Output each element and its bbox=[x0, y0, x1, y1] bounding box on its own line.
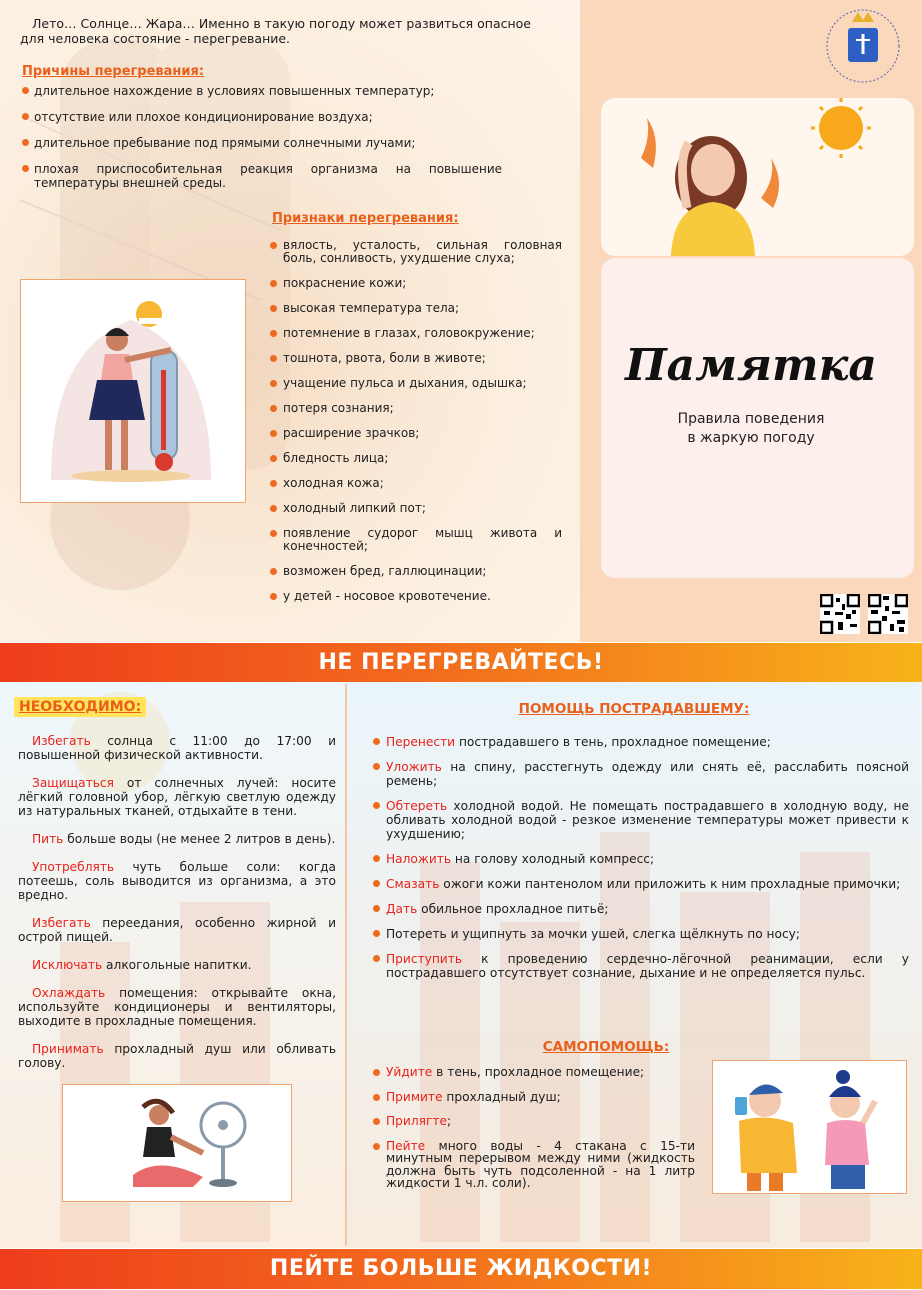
keyword: Прилягте bbox=[386, 1114, 447, 1128]
list-item bbox=[270, 327, 562, 340]
list-item bbox=[373, 1140, 695, 1190]
bullet-icon bbox=[22, 87, 29, 94]
subtitle-line-1: Правила поведения bbox=[677, 411, 825, 427]
bullet-icon bbox=[270, 405, 277, 412]
signs-list bbox=[270, 239, 562, 615]
list-item bbox=[18, 986, 336, 1028]
list-item-text: чуть больше соли: когда потеешь, соль выводится из организма, а это вредно. bbox=[18, 860, 336, 902]
keyword: Уложить bbox=[386, 760, 442, 774]
list-item bbox=[18, 916, 336, 944]
bullet-icon bbox=[270, 242, 277, 249]
list-item-text: помещения: открывайте окна, используйте кондиционеры и вентиляторы, выходите в прохладные помещения. bbox=[18, 986, 336, 1028]
overheated-woman-illustration bbox=[20, 279, 246, 503]
list-item bbox=[270, 590, 562, 603]
bullet-icon bbox=[270, 430, 277, 437]
list-item-text: плохая приспособительная реакция организма на повышение температуры внешней среды. bbox=[34, 162, 502, 190]
list-item bbox=[373, 735, 909, 749]
list-item-text: бледность лица; bbox=[283, 451, 389, 465]
list-item bbox=[22, 110, 502, 124]
list-item-text: к проведению сердечно-лёгочной реанимации, если у пострадавшего отсутствует сознание, дыхание и не определяется пульс. bbox=[386, 952, 909, 980]
list-item bbox=[18, 776, 336, 818]
list-item bbox=[18, 734, 336, 762]
list-item bbox=[270, 427, 562, 440]
bullet-icon bbox=[373, 905, 380, 912]
list-item-text: учащение пульса и дыхания, одышка; bbox=[283, 376, 527, 390]
list-item-text: переедания, особенно жирной и острой пищей. bbox=[18, 916, 336, 944]
girl-with-fan-icon bbox=[63, 1085, 291, 1201]
list-item-text: пострадавшего в тень, прохладное помещение; bbox=[455, 735, 771, 749]
bullet-icon bbox=[270, 330, 277, 337]
keyword: Пить bbox=[32, 832, 64, 846]
bullet-icon bbox=[270, 280, 277, 287]
list-item-text: высокая температура тела; bbox=[283, 301, 460, 315]
bullet-icon bbox=[270, 380, 277, 387]
intro-line-1: Лето… Солнце… Жара… Именно в такую погоду может развиться опасное bbox=[32, 16, 531, 31]
list-item-text: ожоги кожи пантенолом или приложить к ним прохладные примочки; bbox=[439, 877, 901, 891]
list-item bbox=[373, 1115, 695, 1128]
bullet-icon bbox=[270, 568, 277, 575]
bullet-icon bbox=[22, 113, 29, 120]
list-item bbox=[270, 527, 562, 553]
bullet-icon bbox=[270, 355, 277, 362]
list-item-text: появление судорог мышц живота и конечностей; bbox=[283, 526, 562, 553]
keyword: Перенести bbox=[386, 735, 456, 749]
bullet-icon bbox=[270, 505, 277, 512]
keyword: Избегать bbox=[32, 916, 91, 930]
help-heading: ПОМОЩЬ ПОСТРАДАВШЕМУ: bbox=[518, 701, 750, 717]
list-item bbox=[373, 877, 909, 891]
signs-heading: Признаки перегревания: bbox=[272, 211, 459, 226]
bullet-icon bbox=[270, 305, 277, 312]
list-item-text: на спину, расстегнуть одежду или снять её, расслабить поясной ремень; bbox=[386, 760, 909, 788]
list-item bbox=[22, 84, 502, 98]
list-item bbox=[270, 402, 562, 415]
bullet-icon bbox=[373, 738, 380, 745]
bullet-icon bbox=[270, 455, 277, 462]
page-subtitle bbox=[601, 410, 901, 448]
list-item-text: покраснение кожи; bbox=[283, 276, 407, 290]
keyword: Исключать bbox=[32, 958, 103, 972]
list-item bbox=[270, 502, 562, 515]
list-item bbox=[18, 832, 336, 846]
list-item-text: у детей - носовое кровотечение. bbox=[283, 589, 491, 603]
top-banner: НЕ ПЕРЕГРЕВАЙТЕСЬ! bbox=[0, 643, 922, 683]
bullet-icon bbox=[373, 1069, 380, 1076]
bullet-icon bbox=[270, 480, 277, 487]
keyword: Примите bbox=[386, 1089, 443, 1104]
list-item bbox=[270, 477, 562, 490]
list-item bbox=[270, 377, 562, 390]
list-item-text: Потереть и ущипнуть за мочки ушей, слегка щёлкнуть по носу; bbox=[386, 927, 800, 941]
list-item-text: потемнение в глазах, головокружение; bbox=[283, 326, 535, 340]
need-list bbox=[18, 734, 336, 1084]
list-item bbox=[18, 958, 336, 972]
list-item-text: ; bbox=[446, 1114, 452, 1128]
list-item bbox=[373, 1066, 695, 1079]
bullet-icon bbox=[373, 930, 380, 937]
coat-of-arms-icon bbox=[818, 6, 908, 86]
keyword: Защищаться bbox=[32, 776, 114, 790]
list-item-text: больше воды (не менее 2 литров в день). bbox=[63, 832, 336, 846]
kids-drinking-icon bbox=[713, 1061, 906, 1193]
bullet-icon bbox=[270, 593, 277, 600]
list-item bbox=[270, 352, 562, 365]
list-item bbox=[18, 1042, 336, 1070]
list-item-text: прохладный душ; bbox=[442, 1089, 561, 1104]
list-item bbox=[18, 860, 336, 902]
list-item bbox=[270, 452, 562, 465]
fan-girl-illustration bbox=[62, 1084, 292, 1202]
list-item bbox=[270, 302, 562, 315]
list-item-text: длительное пребывание под прямыми солнечными лучами; bbox=[34, 136, 416, 150]
bullet-icon bbox=[373, 1094, 380, 1101]
list-item-text: вялость, усталость, сильная головная боль, сонливость, ухудшение слуха; bbox=[283, 238, 562, 265]
keyword: Принимать bbox=[32, 1042, 104, 1056]
list-item bbox=[373, 799, 909, 841]
bullet-icon bbox=[270, 530, 277, 537]
list-item bbox=[373, 852, 909, 866]
keyword: Уйдите bbox=[386, 1065, 433, 1079]
list-item-text: потеря сознания; bbox=[283, 401, 394, 415]
list-item bbox=[373, 952, 909, 980]
list-item bbox=[270, 239, 562, 265]
list-item-text: расширение зрачков; bbox=[283, 426, 420, 440]
hot-woman-illustration-icon bbox=[601, 98, 914, 256]
woman-thermometer-icon bbox=[21, 280, 245, 502]
list-item-text: возможен бред, галлюцинации; bbox=[283, 564, 487, 578]
list-item-text: солнца с 11:00 до 17:00 и повышенной физической активности. bbox=[18, 734, 336, 762]
intro-text bbox=[20, 16, 566, 46]
keyword: Пейте bbox=[386, 1138, 426, 1153]
list-item-text: в тень, прохладное помещение; bbox=[432, 1065, 645, 1079]
qr-code-icon[interactable] bbox=[820, 594, 860, 634]
keyword: Охлаждать bbox=[32, 986, 106, 1000]
bullet-icon bbox=[373, 855, 380, 862]
self-help-heading: САМОПОМОЩЬ: bbox=[542, 1039, 670, 1055]
bullet-icon bbox=[373, 1143, 380, 1150]
list-item-text: холодный липкий пот; bbox=[283, 501, 426, 515]
qr-code-icon[interactable] bbox=[868, 594, 908, 634]
list-item bbox=[270, 277, 562, 290]
list-item bbox=[270, 565, 562, 578]
bottom-banner: ПЕЙТЕ БОЛЬШЕ ЖИДКОСТИ! bbox=[0, 1249, 922, 1289]
help-list bbox=[373, 735, 909, 991]
keyword: Наложить bbox=[386, 852, 452, 866]
drinking-kids-illustration bbox=[712, 1060, 907, 1194]
list-item bbox=[22, 162, 502, 190]
bullet-icon bbox=[373, 802, 380, 809]
list-item bbox=[373, 760, 909, 788]
list-item bbox=[373, 1091, 695, 1104]
keyword: Дать bbox=[386, 902, 418, 916]
causes-heading: Причины перегревания: bbox=[22, 64, 205, 79]
bullet-icon bbox=[22, 165, 29, 172]
keyword: Употреблять bbox=[32, 860, 115, 874]
subtitle-line-2: в жаркую погоду bbox=[687, 430, 815, 446]
list-item-text: отсутствие или плохое кондиционирование воздуха; bbox=[34, 110, 373, 124]
bullet-icon bbox=[373, 763, 380, 770]
column-divider bbox=[345, 684, 347, 1246]
list-item bbox=[373, 902, 909, 916]
keyword: Смазать bbox=[386, 877, 440, 891]
list-item-text: холодная кожа; bbox=[283, 476, 384, 490]
keyword: Приступить bbox=[386, 952, 463, 966]
bullet-icon bbox=[22, 139, 29, 146]
intro-line-2: для человека состояние - перегревание. bbox=[20, 31, 291, 46]
list-item-text: от солнечных лучей: носите лёгкий головной убор, лёгкую светлую одежду из натуральных тканей, отдыхайте в тени. bbox=[18, 776, 336, 818]
list-item-text: много воды - 4 стакана с 15-ти минутным перерывом между ними (жидкость должна быть чуть подсоленной - на 1 литр жидкости 1 ч.л. соли). bbox=[386, 1138, 695, 1190]
list-item-text: алкогольные напитки. bbox=[102, 958, 252, 972]
page-title: Памятка bbox=[625, 340, 877, 391]
bullet-icon bbox=[373, 955, 380, 962]
list-item bbox=[373, 927, 909, 941]
causes-list bbox=[22, 84, 502, 202]
keyword: Обтереть bbox=[386, 799, 448, 813]
list-item-text: длительное нахождение в условиях повышенных температур; bbox=[34, 84, 435, 98]
list-item-text: тошнота, рвота, боли в животе; bbox=[283, 351, 486, 365]
headache-woman-card bbox=[601, 98, 914, 256]
keyword: Избегать bbox=[32, 734, 91, 748]
need-heading: НЕОБХОДИМО: bbox=[14, 697, 146, 717]
bullet-icon bbox=[373, 880, 380, 887]
list-item-text: холодной водой. Не помещать пострадавшего в холодную воду, не обливать холодной водой - резкое изменение температуры может привести к ухудшению; bbox=[386, 799, 909, 841]
self-help-list bbox=[373, 1066, 695, 1202]
list-item-text: на голову холодный компресс; bbox=[451, 852, 655, 866]
list-item bbox=[22, 136, 502, 150]
list-item-text: обильное прохладное питьё; bbox=[417, 902, 609, 916]
bullet-icon bbox=[373, 1118, 380, 1125]
list-item-text: прохладный душ или обливать голову. bbox=[18, 1042, 336, 1070]
